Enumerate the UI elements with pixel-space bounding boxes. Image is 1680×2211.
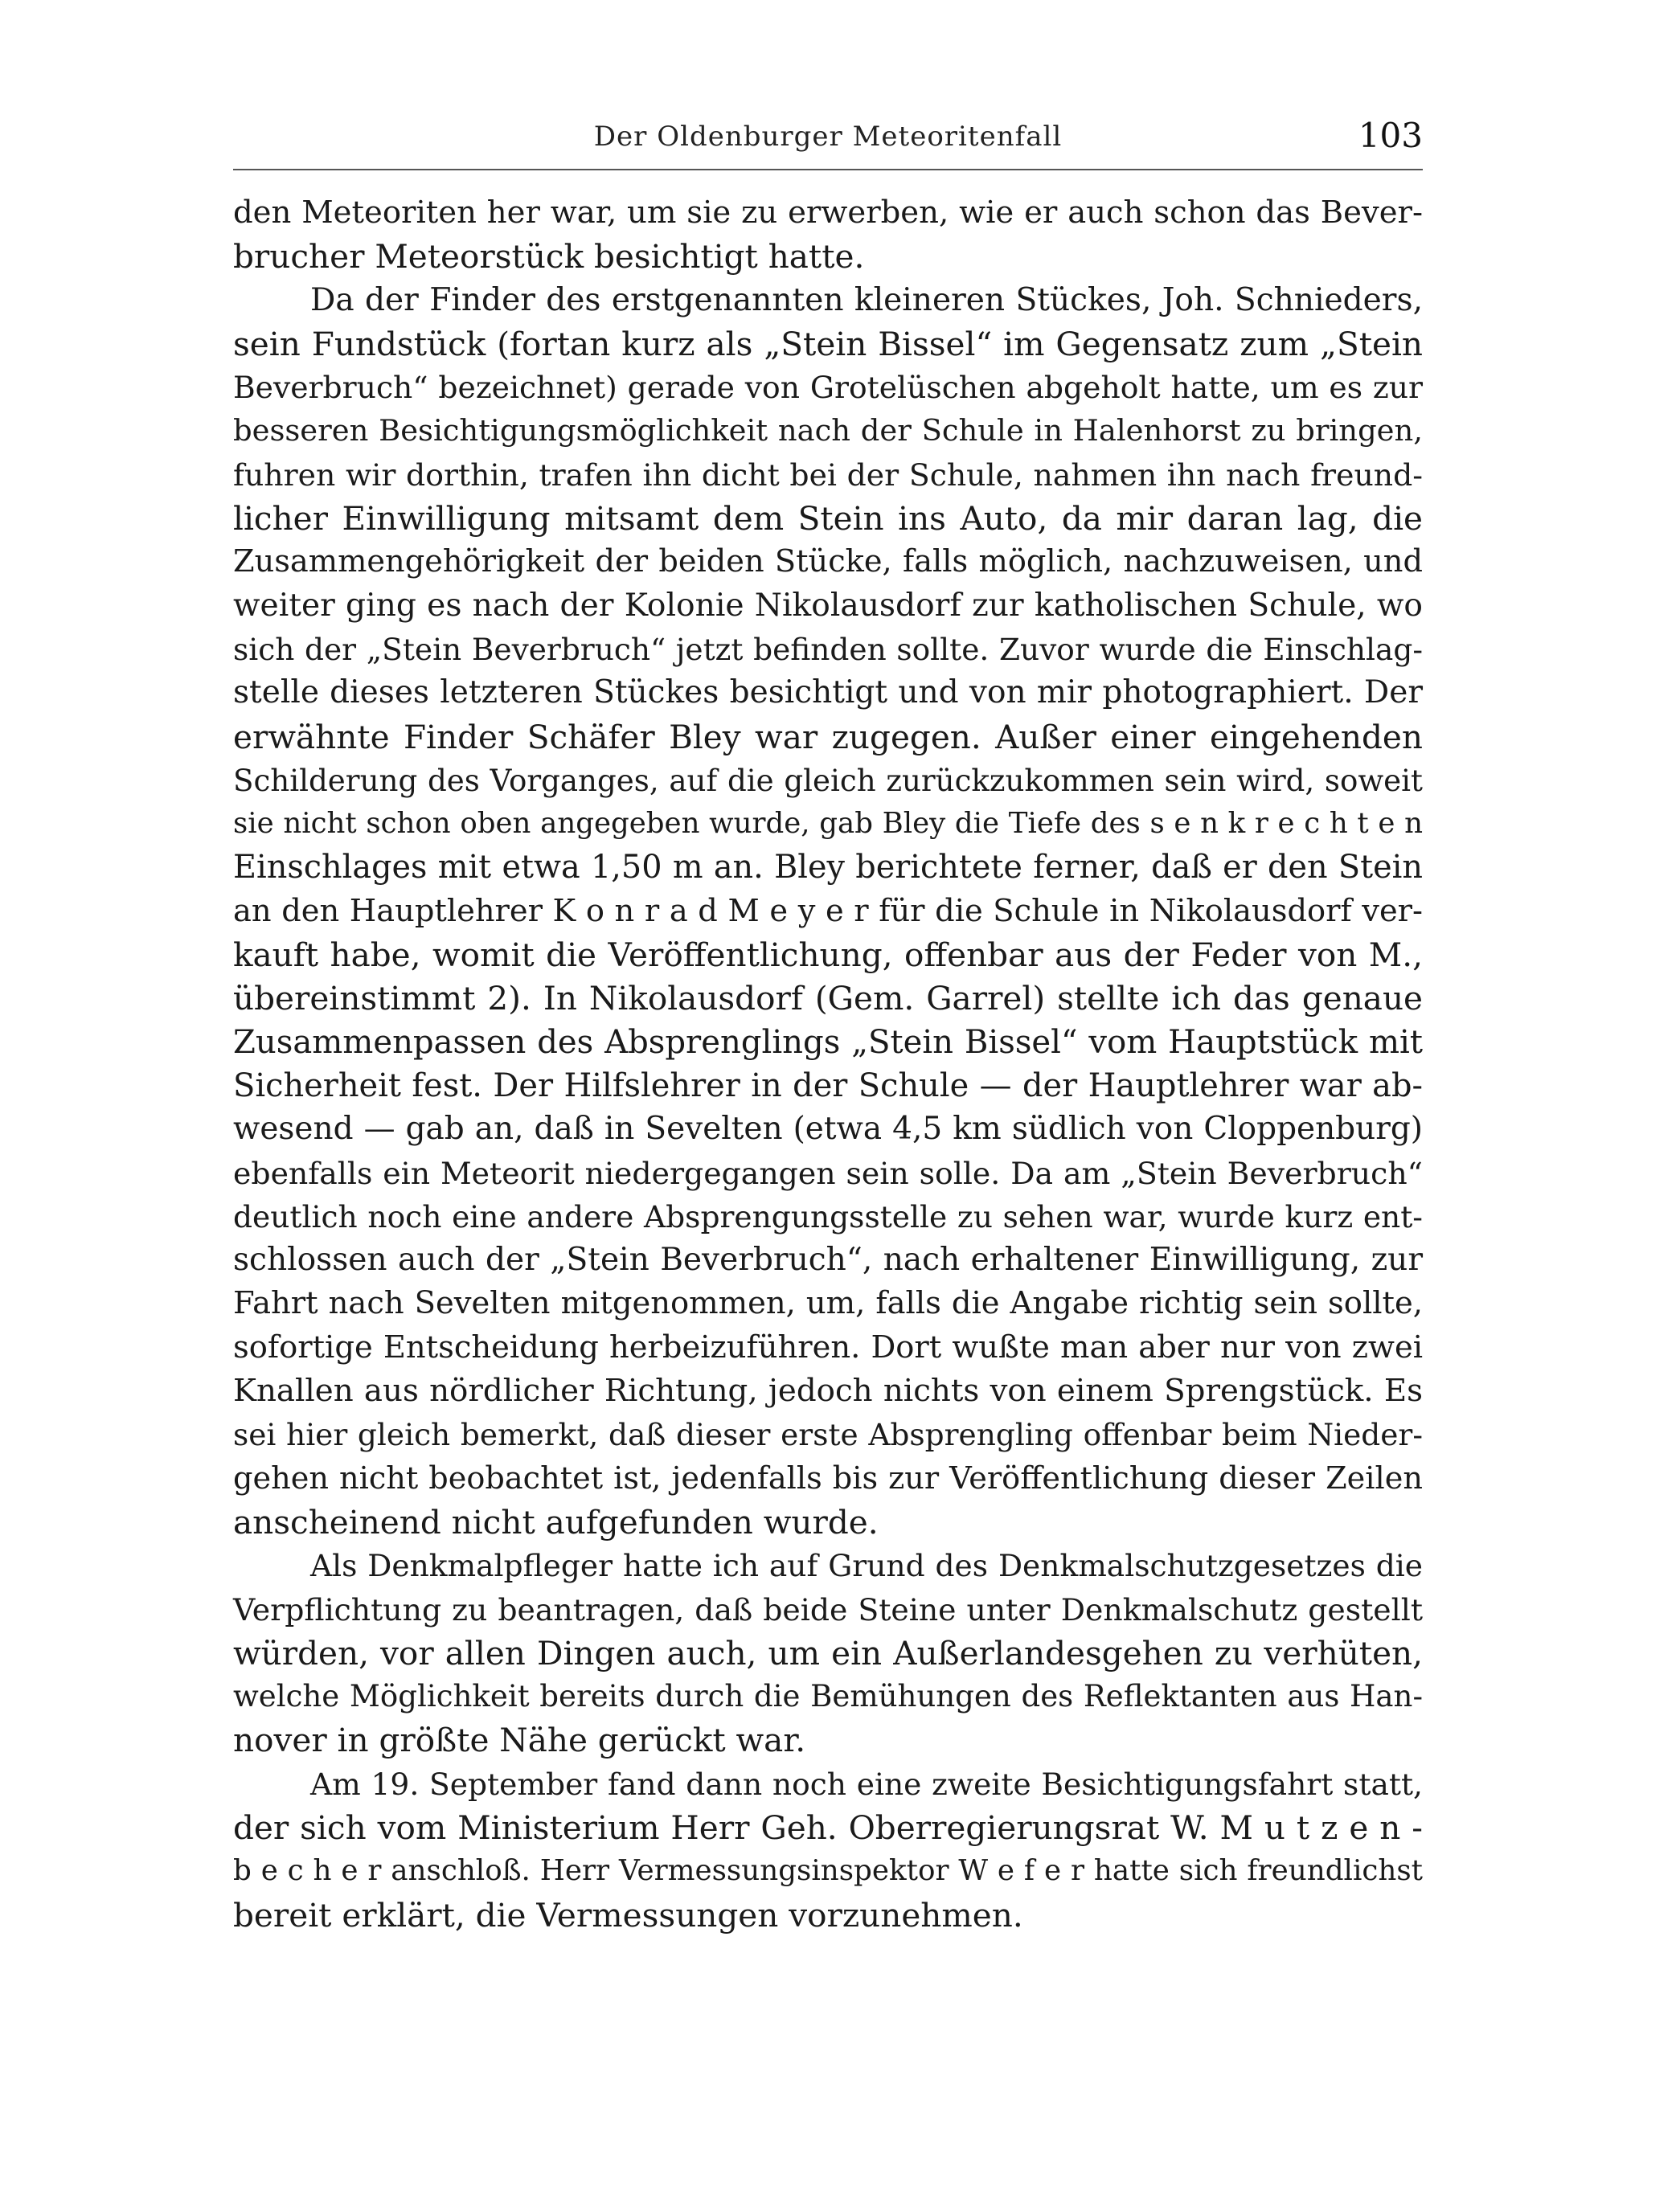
text-line: Beverbruch“ bezeichnet) gerade von Grotelüschen abgeholt hatte, um es zur: [233, 370, 1423, 406]
text-line: sei hier gleich bemerkt, daß dieser erste Absprengling offenbar beim Nieder-: [233, 1417, 1423, 1453]
text-line: sie nicht schon oben angegeben wurde, gab Bley die Tiefe des s e n k r e c h t e n: [233, 807, 1423, 841]
text-line: Fahrt nach Sevelten mitgenommen, um, falls die Angabe richtig sein sollte,: [233, 1285, 1423, 1322]
header-rule: [233, 169, 1423, 170]
body-text: [233, 191, 1423, 1937]
text-line: ebenfalls ein Meteorit niedergegangen sein solle. Da am „Stein Beverbruch“: [233, 1155, 1423, 1191]
text-line: erwähnte Finder Schäfer Bley war zugegen. Außer einer eingehenden: [233, 717, 1423, 756]
text-line: gehen nicht beobachtet ist, jedenfalls bis zur Veröffentlichung dieser Zeilen: [233, 1460, 1423, 1497]
text-line: kauft habe, womit die Veröffentlichung, offenbar aus der Feder von M.,: [233, 936, 1423, 975]
text-line: schlossen auch der „Stein Beverbruch“, nach erhaltener Einwilligung, zur: [233, 1242, 1423, 1279]
paragraph: [233, 1544, 1423, 1762]
text-line: besseren Besichtigungsmöglichkeit nach der Schule in Halenhorst zu bringen,: [233, 413, 1423, 448]
running-header: [233, 116, 1423, 172]
text-line: Knallen aus nördlicher Richtung, jedoch nichts von einem Sprengstück. Es: [233, 1373, 1423, 1410]
text-line: Verpflichtung zu beantragen, daß beide Steine unter Denkmalschutz gestellt: [233, 1591, 1423, 1628]
running-title: Der Oldenburger Meteoritenfall: [593, 121, 1063, 153]
text-line: sein Fundstück (fortan kurz als „Stein Bissel“ im Gegensatz zum „Stein: [233, 324, 1423, 363]
text-line: nover in größte Nähe gerückt war.: [233, 1721, 806, 1760]
text-line: Zusammengehörigkeit der beiden Stücke, falls möglich, nachzuweisen, und: [233, 543, 1423, 580]
text-line: Als Denkmalpfleger hatte ich auf Grund des Denkmalschutzgesetzes die: [310, 1548, 1423, 1584]
text-line: würden, vor allen Dingen auch, um ein Außerlandesgehen zu verhüten,: [233, 1633, 1423, 1673]
text-line: übereinstimmt 2). In Nikolausdorf (Gem. Garrel) stellte ich das genaue: [233, 979, 1423, 1018]
text-line: Zusammenpassen des Absprenglings „Stein Bissel“ vom Hauptstück mit: [233, 1023, 1423, 1061]
text-line: licher Einwilligung mitsamt dem Stein ins Auto, da mir daran lag, die: [233, 499, 1423, 538]
text-line: Am 19. September fand dann noch eine zweite Besichtigungsfahrt statt,: [310, 1766, 1423, 1802]
text-line: Da der Finder des erstgenannten kleineren Stückes, Joh. Schnieders,: [310, 281, 1423, 318]
text-line: b e c h e r anschloß. Herr Vermessungsinspektor W e f e r hatte sich freundlichst: [233, 1854, 1423, 1888]
paragraph: [233, 1763, 1423, 1937]
text-line: sich der „Stein Beverbruch“ jetzt befinden sollte. Zuvor wurde die Einschlag-: [233, 631, 1423, 667]
text-line: bereit erklärt, die Vermessungen vorzunehmen.: [233, 1895, 1023, 1935]
text-line: sofortige Entscheidung herbeizuführen. Dort wußte man aber nur von zwei: [233, 1329, 1423, 1365]
text-line: der sich vom Ministerium Herr Geh. Oberregierungsrat W. M u t z e n -: [233, 1808, 1423, 1847]
text-line: weiter ging es nach der Kolonie Nikolausdorf zur katholischen Schule, wo: [233, 587, 1423, 624]
text-line: wesend — gab an, daß in Sevelten (etwa 4,5 km südlich von Cloppenburg): [233, 1111, 1423, 1148]
text-line: welche Möglichkeit bereits durch die Bemühungen des Reflektanten aus Han-: [233, 1679, 1423, 1714]
text-line: brucher Meteorstück besichtigt hatte.: [233, 237, 865, 276]
text-line: Sicherheit fest. Der Hilfslehrer in der Schule — der Hauptlehrer war ab-: [233, 1067, 1423, 1104]
page-number: 103: [1358, 116, 1423, 155]
text-line: stelle dieses letzteren Stückes besichtigt und von mir photographiert. Der: [233, 674, 1423, 711]
text-line: anscheinend nicht aufgefunden wurde.: [233, 1502, 879, 1542]
text-line: an den Hauptlehrer K o n r a d M e y e r für die Schule in Nikolausdorf ver-: [233, 892, 1423, 929]
text-line: deutlich noch eine andere Absprengungsstelle zu sehen war, wurde kurz ent-: [233, 1198, 1423, 1234]
paragraph: [233, 279, 1423, 1545]
text-line: Einschlages mit etwa 1,50 m an. Bley berichtete ferner, daß er den Stein: [233, 849, 1423, 886]
text-line: Schilderung des Vorganges, auf die gleich zurückzukommen sein wird, soweit: [233, 762, 1423, 798]
text-line: den Meteoriten her war, um sie zu erwerben, wie er auch schon das Bever-: [233, 194, 1423, 231]
text-line: fuhren wir dorthin, trafen ihn dicht bei der Schule, nahmen ihn nach freund-: [233, 457, 1423, 493]
paragraph: [233, 191, 1423, 279]
